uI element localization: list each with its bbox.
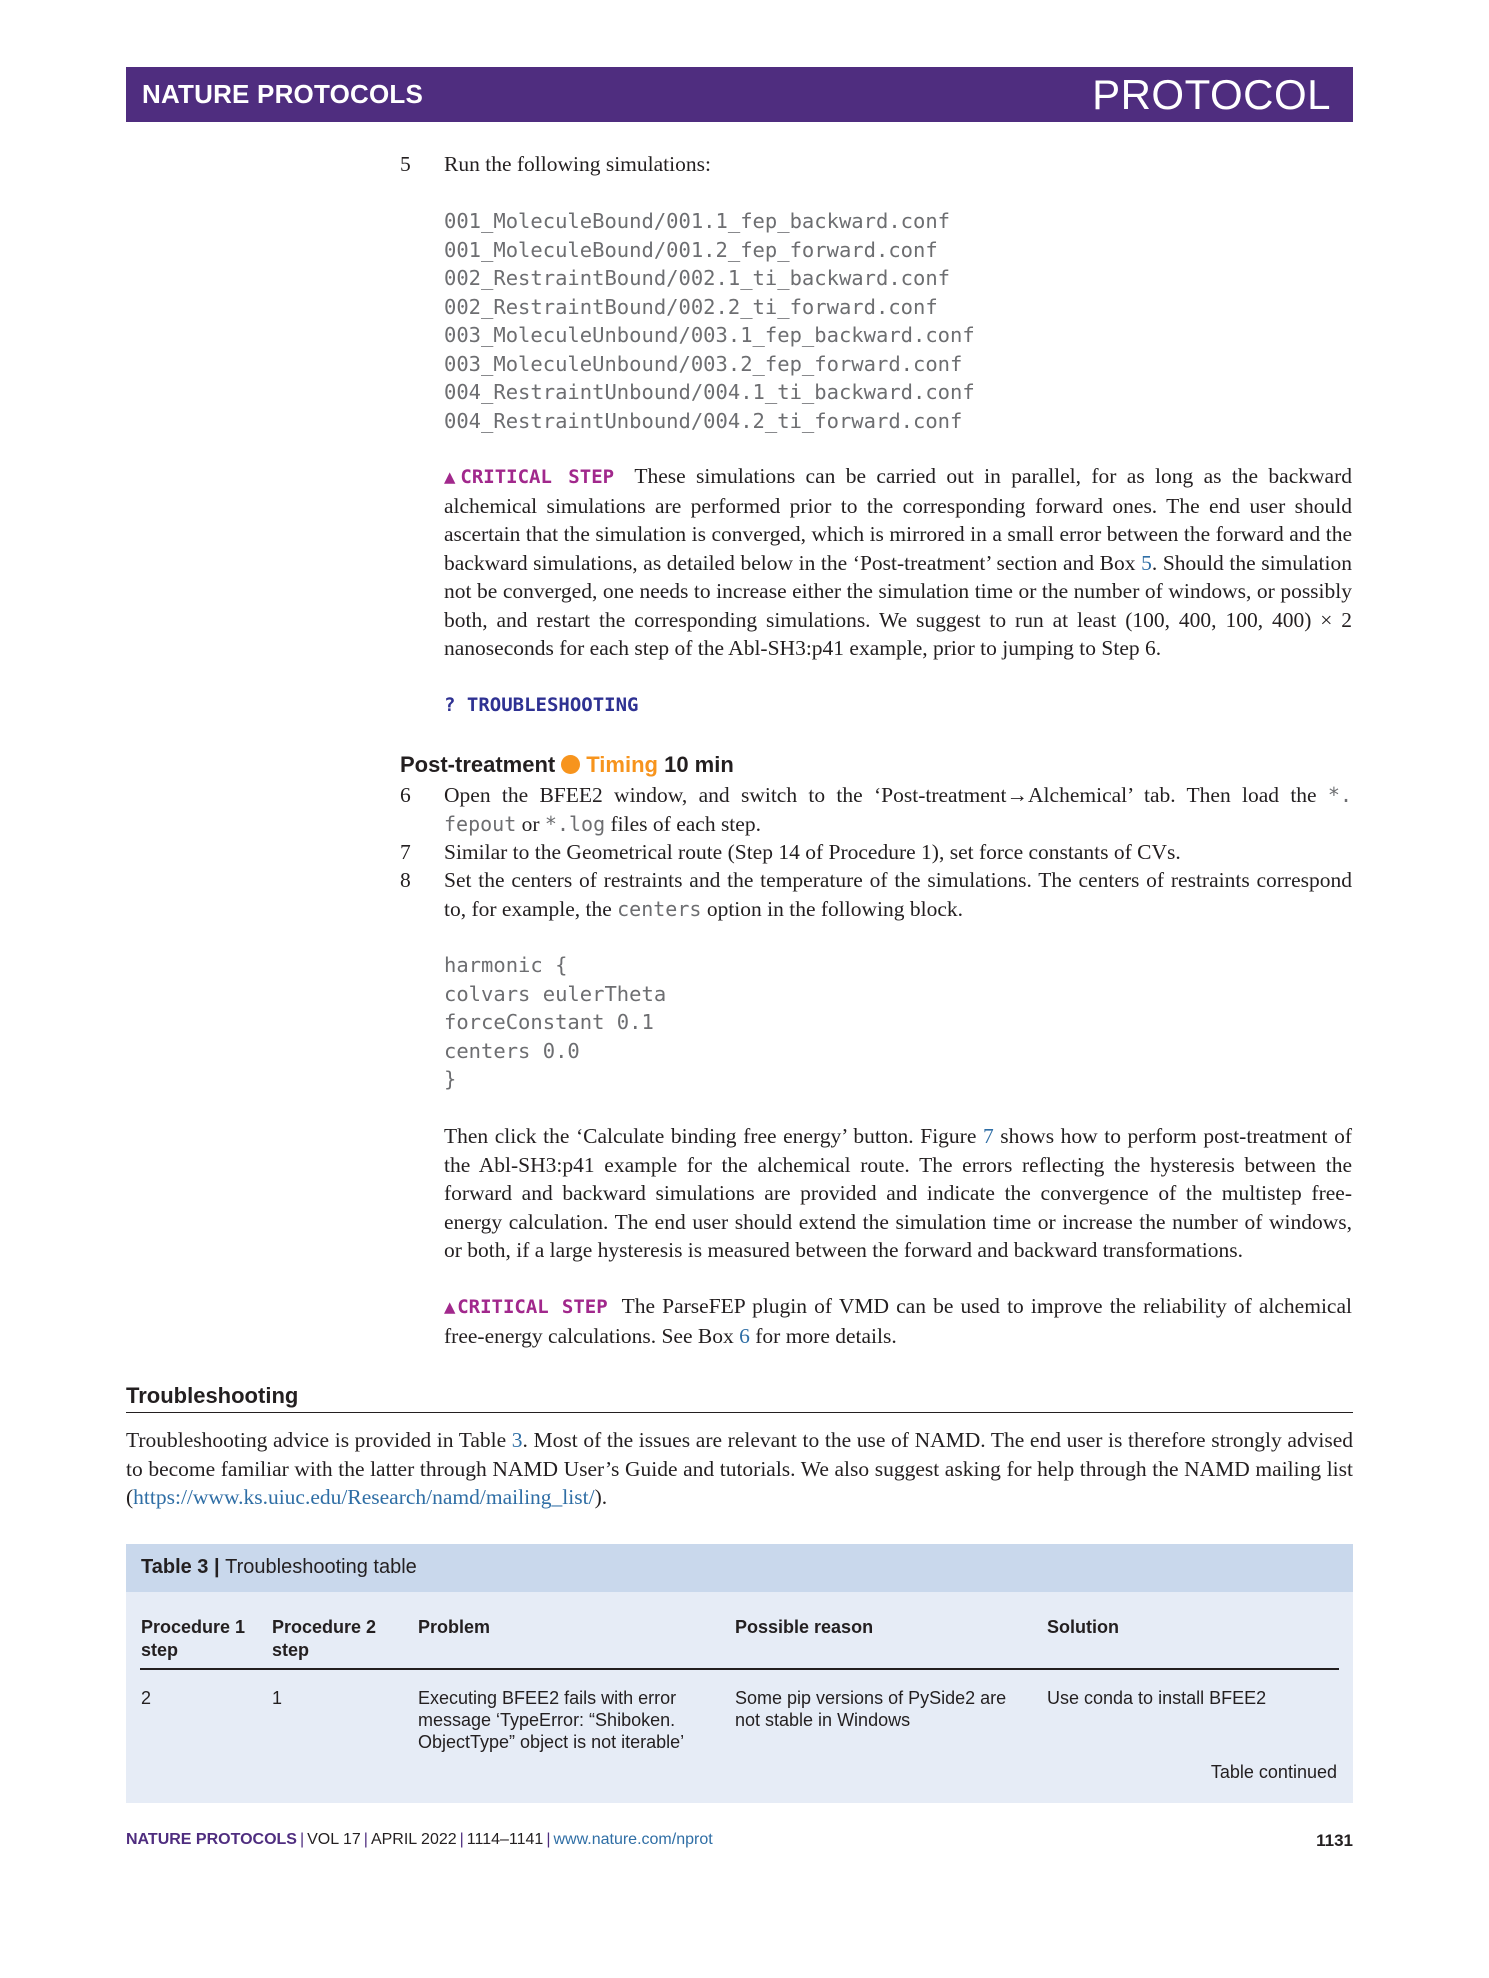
step-6-text-part: Open the BFEE2 window, and switch to the ‘Post-treatment→Alchemical’ tab. Then load the [444, 783, 1317, 807]
code-line: 004_RestraintUnbound/004.1_ti_backward.conf [444, 380, 975, 404]
code-line: forceConstant 0.1 [444, 1010, 654, 1034]
code-inline: fepout [444, 811, 517, 836]
table-continued-note: Table continued [1210, 1762, 1337, 1782]
post-treatment-heading [400, 752, 734, 778]
code-line: 003_MoleculeUnbound/003.1_fep_backward.conf [444, 323, 975, 347]
table-number: Table 3 [141, 1556, 209, 1578]
footer-journal: NATURE PROTOCOLS [126, 1831, 297, 1848]
step-8-text-part: option in the following block. [706, 896, 963, 921]
column-header-procedure-1: Procedure 1 step [141, 1617, 246, 1660]
cell-procedure-1: 2 [141, 1688, 152, 1708]
critical-step-label: ▲CRITICAL STEP [444, 1296, 608, 1318]
table-title: Troubleshooting table [225, 1556, 417, 1578]
code-line: 002_RestraintBound/002.1_ti_backward.conf [444, 266, 951, 290]
cell-solution: Use conda to install BFEE2 [1047, 1688, 1267, 1708]
code-line: colvars eulerTheta [444, 981, 667, 1006]
mailing-list-link[interactable]: https://www.ks.uiuc.edu/Research/namd/mailing_list/ [133, 1485, 595, 1509]
step-6-text-part: files of each step. [610, 811, 761, 836]
code-line: 004_RestraintUnbound/004.2_ti_forward.conf [444, 408, 963, 433]
step-8-text [444, 866, 1352, 923]
code-inline: *. [1327, 783, 1353, 807]
box-5-link[interactable]: 5 [1141, 550, 1152, 575]
step-5-code-block [444, 207, 975, 435]
troubleshooting-text: Troubleshooting advice is provided in Table [126, 1428, 507, 1452]
troubleshooting-text: ). [594, 1485, 608, 1509]
timing-label: Timing [586, 752, 658, 777]
cell-problem: Executing BFEE2 fails with error message ‘TypeError: “Shiboken. ObjectType” object is not iterable’ [418, 1688, 685, 1752]
cell-procedure-2: 1 [272, 1688, 283, 1708]
critical-text: for more details. [755, 1323, 897, 1348]
code-line: centers 0.0 [444, 1038, 580, 1063]
article-type: PROTOCOL [1092, 71, 1331, 118]
footer-url-link[interactable]: www.nature.com/nprot [553, 1831, 713, 1848]
cell-possible-reason: Some pip versions of PySide2 are not stable in Windows [735, 1688, 1007, 1730]
footer-pages: 1114–1141 [466, 1831, 544, 1848]
figure-7-link[interactable]: 7 [982, 1124, 994, 1148]
step-number-6: 6 [400, 783, 411, 807]
post-treatment-title: Post-treatment [400, 752, 556, 777]
page-footer: NATURE PROTOCOLS | VOL 17 | APRIL 2022 | 1114–1141 | www.nature.com/nprot [126, 1831, 713, 1848]
code-line: 002_RestraintBound/002.2_ti_forward.conf [444, 294, 938, 319]
journal-name: NATURE PROTOCOLS [142, 79, 424, 109]
table-header-rule [140, 1668, 1339, 1670]
table-caption [126, 1544, 1353, 1592]
timing-value: 10 min [664, 752, 734, 777]
table-caption-text [141, 1556, 417, 1579]
step-number-7: 7 [400, 840, 411, 864]
step-number-8: 8 [400, 868, 411, 892]
footer-date: APRIL 2022 [370, 1831, 457, 1848]
box-6-link[interactable]: 6 [739, 1323, 750, 1348]
footer-volume: VOL 17 [307, 1831, 361, 1848]
step-8-code-block [444, 951, 666, 1094]
step-8-para-part: shows how to perform post-treatment of the Abl-SH3:p41 example for the alchemical route. The errors reflecting the hysteresis between the forward and backward simulations are provided and indicate the convergence of the multistep free-energy calculation. The end user should extend the simulation time or increase the number of windows, or both, if a large hysteresis is measured between the forward and backward transformations. [444, 1124, 1353, 1262]
troubleshooting-text: . Most of the issues are relevant to the use of NAMD. The end user is therefore strongly advised to become familiar with the latter through NAMD User’s Guide and tutorials. We also suggest asking for help through the NAMD mailing list ( [126, 1428, 1353, 1509]
troubleshooting-link[interactable]: ? TROUBLESHOOTING [444, 694, 639, 716]
step-6-text [444, 781, 1352, 838]
step-8-para-part: Then click the ‘Calculate binding free energy’ button. Figure [444, 1124, 977, 1148]
step-8-critical-paragraph [444, 1292, 1352, 1350]
step-5-critical-paragraph [444, 462, 1352, 663]
code-inline: *.log [544, 811, 606, 836]
section-divider [126, 1412, 1353, 1413]
critical-text: These simulations can be carried out in parallel, for as long as the backward alchemical simulations are performed prior to the corresponding forward ones. The end user should ascertain that the simulation is converged, which is mirrored in a small error between the forward and the backward simulations, as detailed below in the ‘Post-treatment’ section and Box [444, 464, 1352, 575]
step-6-text-part: or [521, 811, 540, 836]
page-number: 1131 [1316, 1831, 1353, 1850]
troubleshooting-marker [444, 690, 638, 720]
column-header-problem: Problem [418, 1617, 491, 1637]
critical-text: The ParseFEP plugin of VMD can be used to improve the reliability of alchemical free-energy calculations. See Box [444, 1294, 1352, 1348]
step-7-text: Similar to the Geometrical route (Step 14 of Procedure 1), set force constants of CVs. [444, 840, 1181, 864]
critical-step-label: ▲CRITICAL STEP [444, 466, 615, 488]
step-number-5: 5 [400, 152, 411, 176]
column-header-solution: Solution [1047, 1617, 1119, 1637]
code-line: 001_MoleculeBound/001.1_fep_backward.conf [444, 209, 951, 233]
step-8-text-part: Set the centers of restraints and the temperature of the simulations. The centers of restraints correspond to, for example, the [444, 868, 1352, 921]
timing-dot-icon [561, 755, 580, 774]
code-inline: centers [617, 896, 702, 921]
code-line: } [444, 1067, 457, 1091]
step-8-paragraph [444, 1122, 1352, 1265]
code-line: harmonic { [444, 953, 568, 977]
column-header-procedure-2: Procedure 2 step [272, 1617, 377, 1660]
troubleshooting-paragraph [126, 1426, 1353, 1512]
table-caption-separator: | [208, 1556, 226, 1578]
column-header-reason: Possible reason [735, 1617, 874, 1637]
critical-text: . Should the simulation not be converged, one needs to increase either the simulation time or the number of windows, or possibly both, and restart the corresponding simulations. We suggest to run at least (100, 400, 100, 400) × 2 nanoseconds for each step of the Abl-SH3:p41 example, prior to jumping to Step 6. [444, 550, 1352, 660]
journal-header-bar [126, 67, 1353, 122]
troubleshooting-table [126, 1544, 1353, 1803]
troubleshooting-heading: Troubleshooting [126, 1383, 299, 1408]
code-line: 003_MoleculeUnbound/003.2_fep_forward.conf [444, 351, 963, 376]
step-5-text: Run the following simulations: [444, 152, 711, 176]
table-3-link[interactable]: 3 [511, 1428, 523, 1452]
code-line: 001_MoleculeBound/001.2_fep_forward.conf [444, 237, 938, 262]
